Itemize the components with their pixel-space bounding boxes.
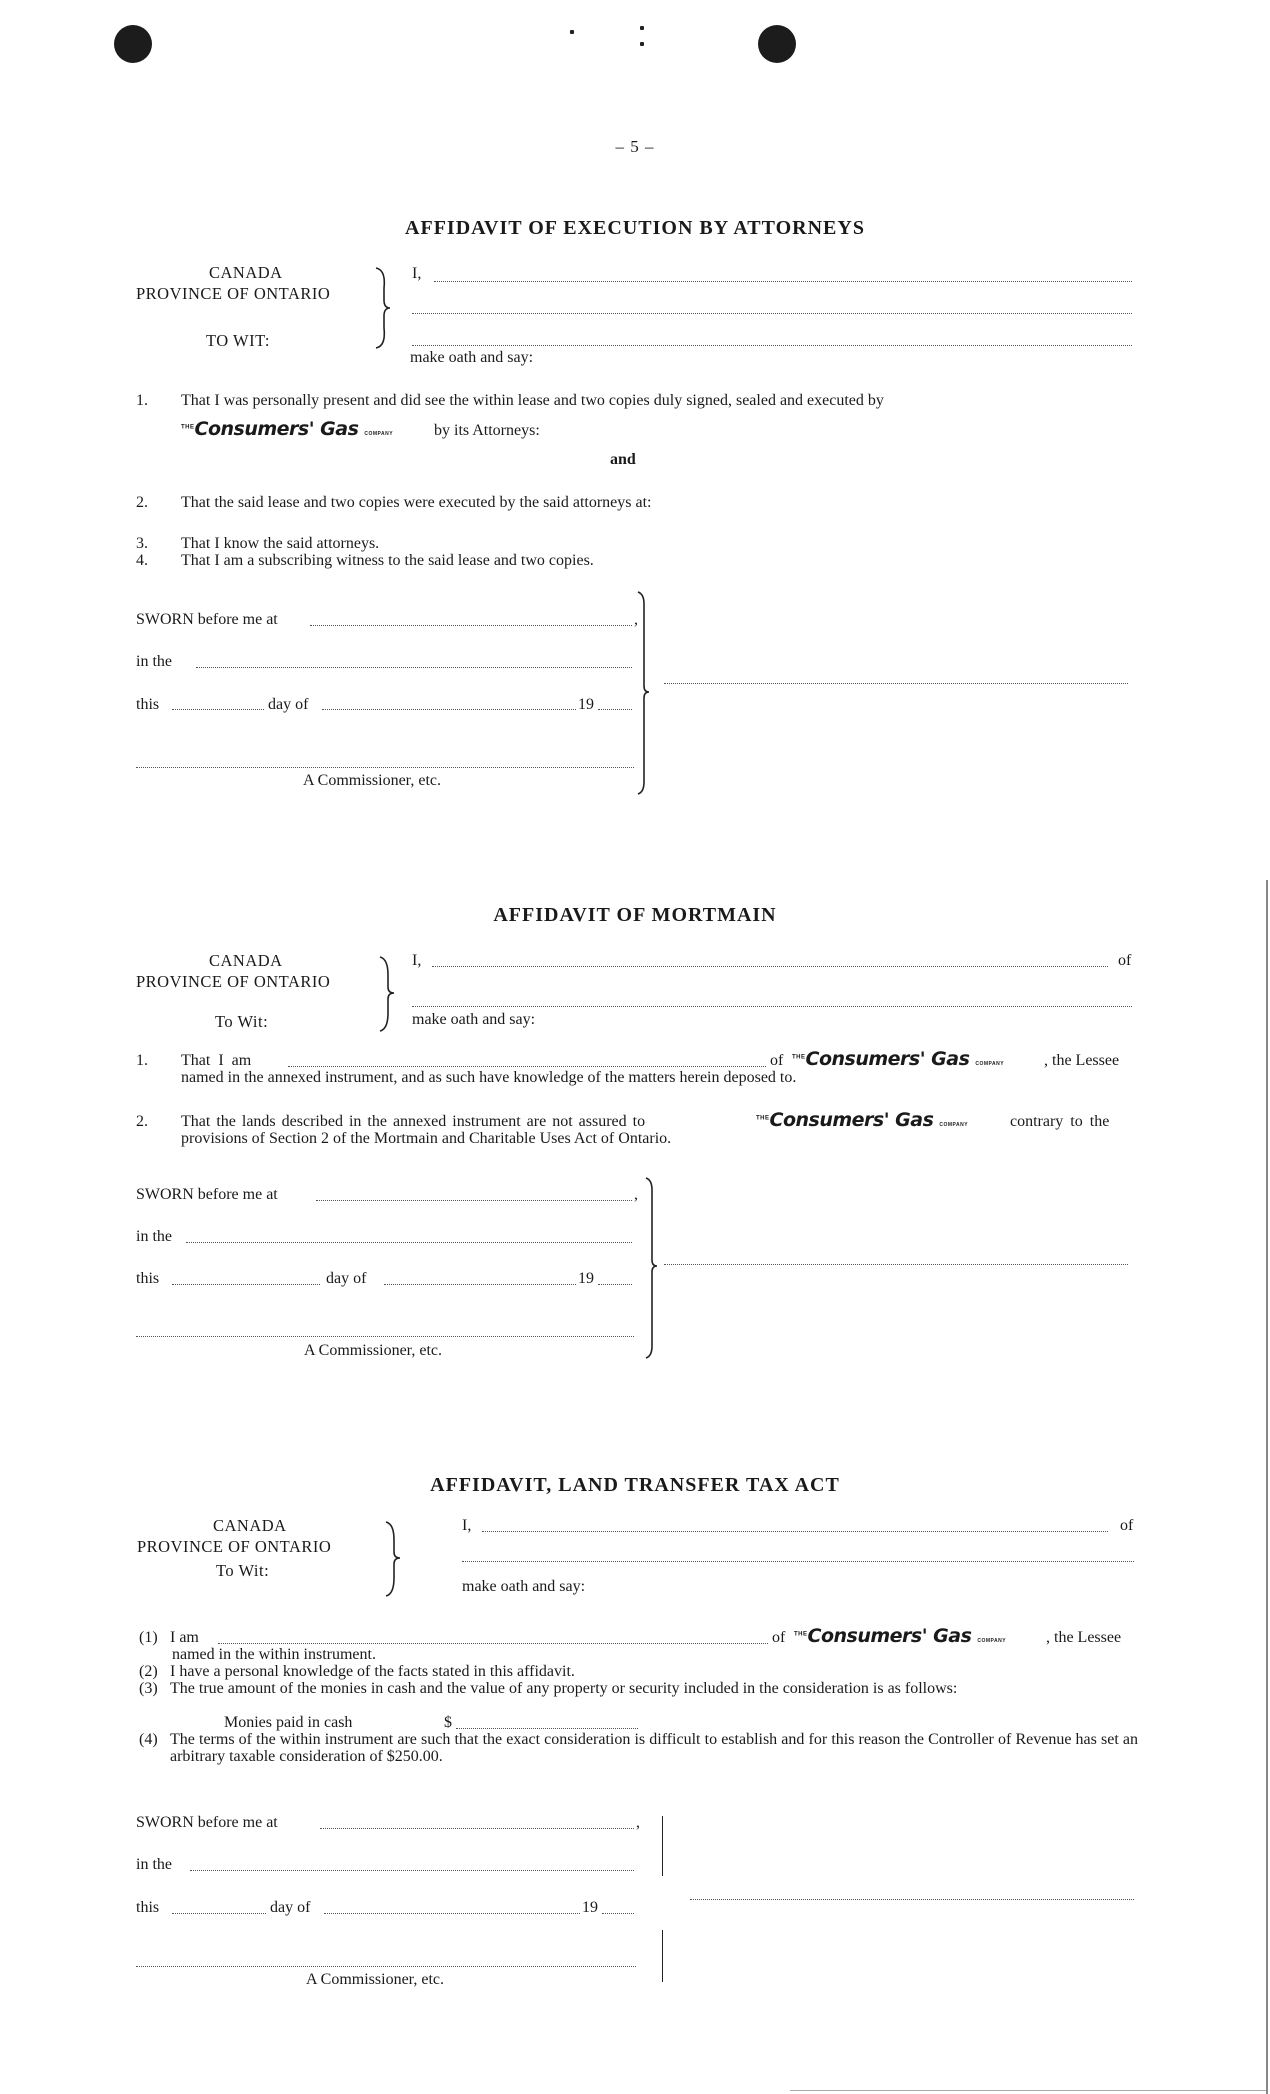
item-text: named in the within instrument.	[172, 1646, 376, 1663]
item-text: I have a personal knowledge of the facts stated in this affidavit.	[170, 1663, 575, 1680]
comma: ,	[636, 1814, 640, 1831]
venue-country: CANADA	[213, 1516, 287, 1535]
item-text: provisions of Section 2 of the Mortmain and Charitable Uses Act of Ontario.	[181, 1130, 672, 1147]
sworn-place-field[interactable]	[310, 625, 632, 626]
deponent-address-field[interactable]	[412, 313, 1132, 314]
year-label: 19	[582, 1899, 598, 1916]
deponent-signature-field[interactable]	[664, 683, 1128, 684]
day-of-label: day of	[326, 1270, 367, 1287]
in-the-label: in the	[136, 1228, 172, 1245]
of-label: of	[1120, 1517, 1134, 1534]
jurat-bracket-line	[662, 1816, 663, 1876]
venue-province: PROVINCE OF ONTARIO	[137, 1537, 332, 1556]
venue-to-wit: To Wit:	[216, 1561, 270, 1580]
venue-country: CANADA	[209, 263, 283, 282]
in-the-field[interactable]	[186, 1242, 632, 1243]
item-text: contrary to the	[1010, 1113, 1110, 1130]
page-edge-bottom	[790, 2090, 1266, 2091]
item-text: I am	[170, 1629, 199, 1646]
this-label: this	[136, 696, 160, 713]
sworn-place-field[interactable]	[320, 1828, 634, 1829]
sworn-label: SWORN before me at	[136, 611, 278, 628]
monies-label: Monies paid in cash	[224, 1714, 353, 1731]
this-label: this	[136, 1899, 160, 1916]
punch-hole-right	[758, 25, 796, 63]
deponent-address-field-2[interactable]	[412, 345, 1132, 346]
section-title-land-transfer: AFFIDAVIT, LAND TRANSFER TAX ACT	[430, 1474, 840, 1496]
commissioner-signature-field[interactable]	[136, 767, 634, 768]
venue-brace	[374, 266, 394, 350]
item-text: That I was personally present and did see the within lease and two copies duly signed, sealed and executed by	[181, 392, 884, 409]
item-number: 2.	[136, 1113, 148, 1130]
item-text: , the Lessee	[1044, 1052, 1120, 1069]
venue-brace	[378, 955, 398, 1033]
day-field[interactable]	[172, 709, 264, 710]
punch-hole-left	[114, 25, 152, 63]
commissioner-signature-field[interactable]	[136, 1966, 636, 1967]
sworn-label: SWORN before me at	[136, 1186, 278, 1203]
position-field[interactable]	[218, 1643, 768, 1644]
item-text: by its Attorneys:	[434, 422, 540, 439]
i-label: I,	[412, 952, 422, 969]
make-oath-text: make oath and say:	[462, 1578, 586, 1595]
item-number: 4.	[136, 552, 148, 569]
year-label: 19	[578, 696, 594, 713]
item-text: That the said lease and two copies were executed by the said attorneys at:	[181, 494, 652, 511]
jurat-brace	[636, 590, 652, 796]
venue-brace	[384, 1520, 404, 1598]
year-field[interactable]	[602, 1913, 634, 1914]
section-title-mortmain: AFFIDAVIT OF MORTMAIN	[493, 904, 777, 926]
comma: ,	[634, 1186, 638, 1203]
deponent-name-field[interactable]	[432, 966, 1108, 967]
item-text: That the lands described in the annexed instrument are not assured to	[181, 1113, 646, 1130]
item-number: 1.	[136, 1052, 148, 1069]
in-the-field[interactable]	[196, 667, 632, 668]
item-text: , the Lessee	[1046, 1629, 1122, 1646]
venue-province: PROVINCE OF ONTARIO	[136, 284, 331, 303]
year-field[interactable]	[598, 1284, 632, 1285]
i-label: I,	[462, 1517, 472, 1534]
venue-country: CANADA	[209, 951, 283, 970]
venue-to-wit: TO WIT:	[206, 331, 270, 350]
item-text: That I am a subscribing witness to the said lease and two copies.	[181, 552, 594, 569]
deponent-name-field[interactable]	[434, 281, 1132, 282]
day-of-label: day of	[268, 696, 309, 713]
print-mark	[640, 26, 644, 30]
item-text: That I am	[181, 1052, 252, 1069]
deponent-name-field[interactable]	[482, 1531, 1108, 1532]
venue-province: PROVINCE OF ONTARIO	[136, 972, 331, 991]
i-label: I,	[412, 265, 422, 282]
in-the-label: in the	[136, 653, 172, 670]
year-field[interactable]	[598, 709, 632, 710]
item-number: 1.	[136, 392, 148, 409]
item-text: That I know the said attorneys.	[181, 535, 380, 552]
commissioner-label: A Commissioner, etc.	[306, 1971, 445, 1988]
jurat-bracket-line	[662, 1930, 663, 1982]
day-field[interactable]	[172, 1284, 320, 1285]
item-number: (2)	[139, 1663, 158, 1680]
page-edge	[1266, 880, 1268, 2094]
item-text: The terms of the within instrument are such that the exact consideration is difficult to establish and for this reason the Controller of Revenue has set an arbitrary taxable consideration of $250.00.	[170, 1731, 1138, 1765]
company-logo: $^{THE}$Consumers' Gas COMPANY	[756, 1109, 969, 1131]
day-of-label: day of	[270, 1899, 311, 1916]
commissioner-label: A Commissioner, etc.	[304, 1342, 443, 1359]
commissioner-label: A Commissioner, etc.	[303, 772, 442, 789]
of-label: of	[1118, 952, 1132, 969]
make-oath-text: make oath and say:	[412, 1011, 536, 1028]
deponent-signature-field[interactable]	[664, 1264, 1128, 1265]
and-text: and	[610, 451, 636, 468]
month-field[interactable]	[324, 1913, 580, 1914]
deponent-address-field[interactable]	[462, 1561, 1134, 1562]
item-text: The true amount of the monies in cash and the value of any property or security included in the consideration is as follows:	[170, 1680, 958, 1697]
make-oath-text: make oath and say:	[410, 349, 534, 366]
company-logo: $^{THE}$Consumers' Gas COMPANY	[181, 418, 394, 440]
print-mark	[570, 30, 574, 34]
section-title-execution: AFFIDAVIT OF EXECUTION BY ATTORNEYS	[405, 217, 865, 239]
item-text: named in the annexed instrument, and as such have knowledge of the matters herein deposed to.	[181, 1069, 797, 1086]
this-label: this	[136, 1270, 160, 1287]
sworn-label: SWORN before me at	[136, 1814, 278, 1831]
commissioner-signature-field[interactable]	[136, 1336, 634, 1337]
company-logo: $^{THE}$Consumers' Gas COMPANY	[794, 1625, 1007, 1647]
item-text: of	[770, 1052, 784, 1069]
month-field[interactable]	[322, 709, 576, 710]
venue-to-wit: To Wit:	[215, 1012, 269, 1031]
position-field[interactable]	[288, 1066, 766, 1067]
comma: ,	[634, 611, 638, 628]
sworn-place-field[interactable]	[316, 1200, 632, 1201]
in-the-field[interactable]	[190, 1870, 634, 1871]
deponent-signature-field[interactable]	[690, 1899, 1134, 1900]
item-number: 3.	[136, 535, 148, 552]
print-mark	[640, 42, 644, 46]
item-text: of	[772, 1629, 786, 1646]
item-number: (3)	[139, 1680, 158, 1697]
monies-amount-field[interactable]	[456, 1728, 638, 1729]
day-field[interactable]	[172, 1913, 266, 1914]
item-number: 2.	[136, 494, 148, 511]
dollar-sign: $	[444, 1714, 452, 1731]
deponent-address-field[interactable]	[412, 1006, 1132, 1007]
company-logo: $^{THE}$Consumers' Gas COMPANY	[792, 1048, 1005, 1070]
jurat-brace	[644, 1176, 660, 1360]
item-number: (4)	[139, 1731, 158, 1748]
in-the-label: in the	[136, 1856, 172, 1873]
page-number: – 5 –	[615, 137, 655, 156]
item-number: (1)	[139, 1629, 158, 1646]
year-label: 19	[578, 1270, 594, 1287]
month-field[interactable]	[384, 1284, 576, 1285]
